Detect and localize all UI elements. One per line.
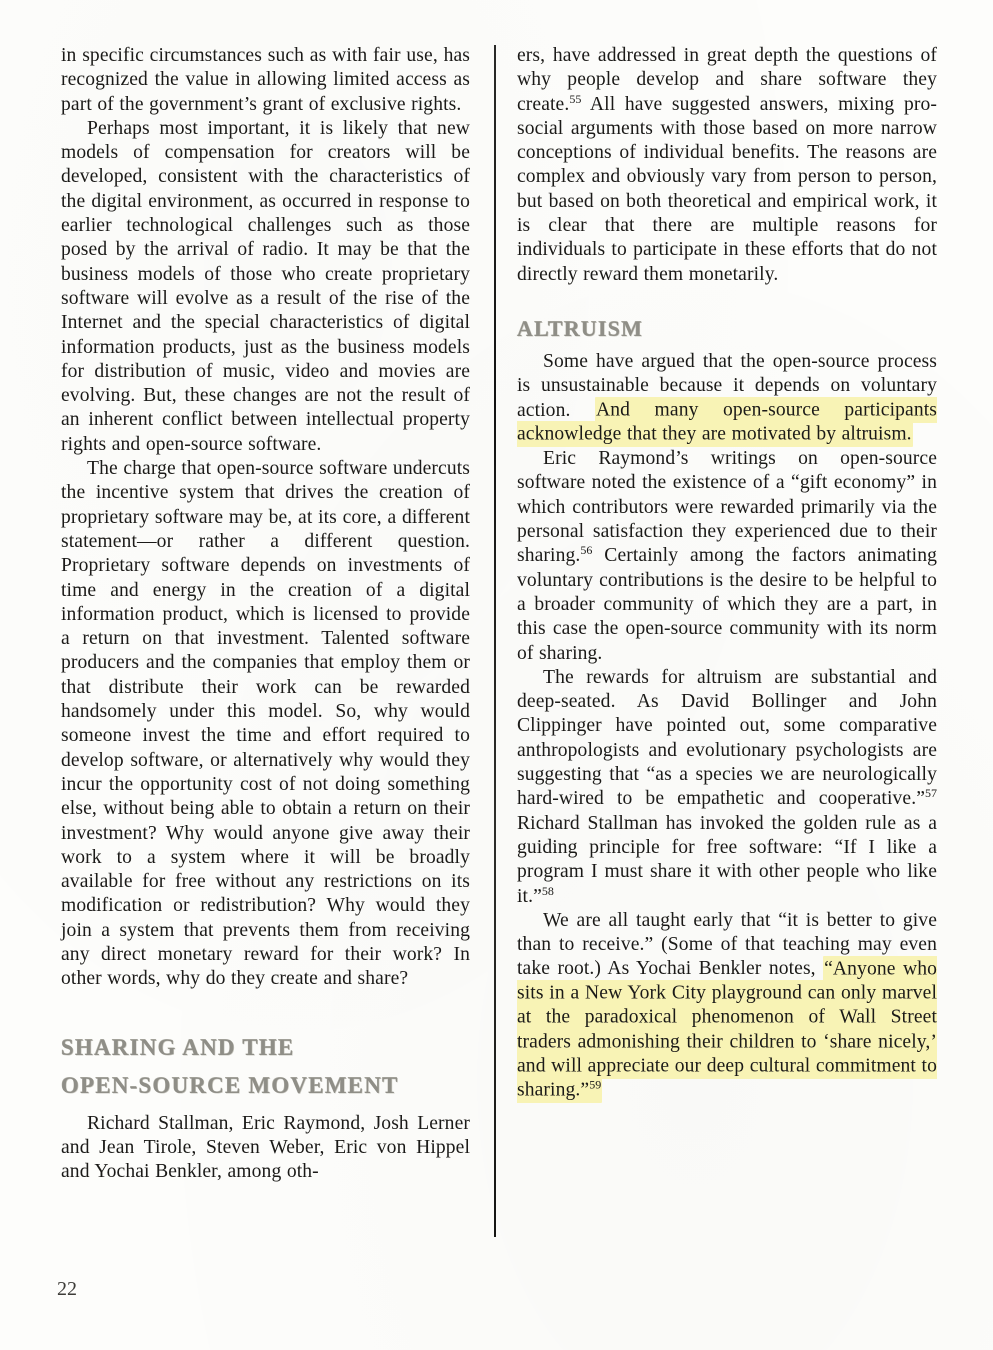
section-heading-altruism [517,314,937,344]
section-heading-sharing-open-source-movement [61,1029,470,1105]
footnote-ref-56: 56 [580,543,593,558]
paragraph-rewards-for-altruism [517,666,937,909]
paragraph-open-source-authors: Richard Stallman, Eric Raymond, Josh Lerner and Jean Tirole, Steven Weber, Eric von Hippel and Yochai Benkler, among oth- [61,1112,470,1183]
page-number: 22 [57,1278,77,1300]
footnote-ref-58: 58 [541,883,554,898]
left-column [61,44,470,1184]
paragraph-text: Eric Raymond’s writings on open-source software noted the existence of a “gift economy” in which contributors were rewarded primarily via the personal satisfaction they experienced due to their sharing. [517,448,937,567]
highlight-motivated-by-altruism: And many open-source participants acknowledge that they are motivated by altruism. [517,397,937,447]
paragraph-incentive-system-charge: The charge that open-source software undercuts the incentive system that drives the creation of proprietary software may be, at its core, a different statement—or rather a different question. Proprietary software depends on investments of time and energy in the creation of a digital information product, which is licensed to provide a return on that investment. Talented software producers and the companies that employ them or that distribute their work can be rewarded handsomely under this model. So, why would someone invest the time and effort required to develop software, or alternatively why would they incur the opportunity cost of not doing something else, without being able to obtain a return on their investment? Why would anyone give away their work to a system where it will be broadly available for free without any restrictions on its modification or redistribution? Why would they join a system that prevents them from receiving any direct monetary reward for their work? In other words, why do they create and share? [61,458,470,990]
footnote-ref-57: 57 [925,786,937,801]
heading-line-2: OPEN-SOURCE MOVEMENT [61,1072,399,1098]
paragraph-text: ers, have addressed in great depth the questions of why people develop and share software they create. [517,45,937,115]
footnote-ref-59: 59 [589,1077,602,1092]
paragraph-text: All have suggested answers, mixing pro-social arguments with those based on more narrow conceptions of individual benefits. The reasons are complex and obviously vary from person to person, but based on both theoretical and empirical work, it is clear that there are multiple reasons for individuals to participate in these efforts that do not directly reward them monetarily. [517,93,937,285]
paragraph-new-compensation-models: Perhaps most important, it is likely that new models of compensation for creators will be developed, consistent with the characteristics of the digital environment, as occurred in response to earlier technological challenges such as those posed by the arrival of radio. It may be that the business models of those who create proprietary software will evolve as a result of the rise of the Internet and the special characteristics of digital information products, just as the business models for distribution of music, video and movies are evolving. But, these changes are not the result of an inherent conflict between intellectual property rights and open-source software. [61,117,470,455]
highlighted-text: “Anyone who sits in a New York City playground can only marvel at the paradoxical phenomenon of Wall Street traders admonishing their children to ‘share nicely,’ and will appreciate our deep cultural commitment to sharing.” [517,958,938,1101]
heading-text: ALTRUISM [517,315,644,341]
paragraph-text: The rewards for altruism are substantial and deep-seated. As David Bollinger and John Clippinger have pointed out, some comparative anthropologists and evolutionary psychologists are suggesting that “as a species we are neurologically hard-wired to be empathetic and cooperative.” [517,666,937,810]
right-column [517,44,937,1103]
paragraph-voluntary-action [517,350,937,447]
heading-line-1: SHARING AND THE [61,1034,295,1060]
paragraph-why-people-share [517,44,937,287]
paragraph-text: Richard Stallman has invoked the golden rule as a guiding principle for free software: “If I like a program I must share it with other people who like it.” [517,812,937,907]
column-divider-rule [494,45,496,1237]
paragraph-text: Certainly among the factors animating voluntary contributions is the desire to be helpful to a broader community of which they are a part, in this case the open-source community with its norm of sharing. [517,545,937,664]
paragraph-benkler-quote [517,909,937,1103]
paragraph-text: Some have argued that the open-source process is unsustainable because it depends on voluntary action. [517,350,937,421]
paragraph-text: We are all taught early that “it is better to give than to receive.” (Some of that teaching may even take root.) As Yochai Benkler notes, [517,909,937,980]
paragraph-gift-economy [517,447,937,666]
paragraph-fair-use: in specific circumstances such as with fair use, has recognized the value in allowing limited access as part of the government’s grant of exclusive rights. [61,45,470,115]
footnote-ref-55: 55 [569,91,582,106]
